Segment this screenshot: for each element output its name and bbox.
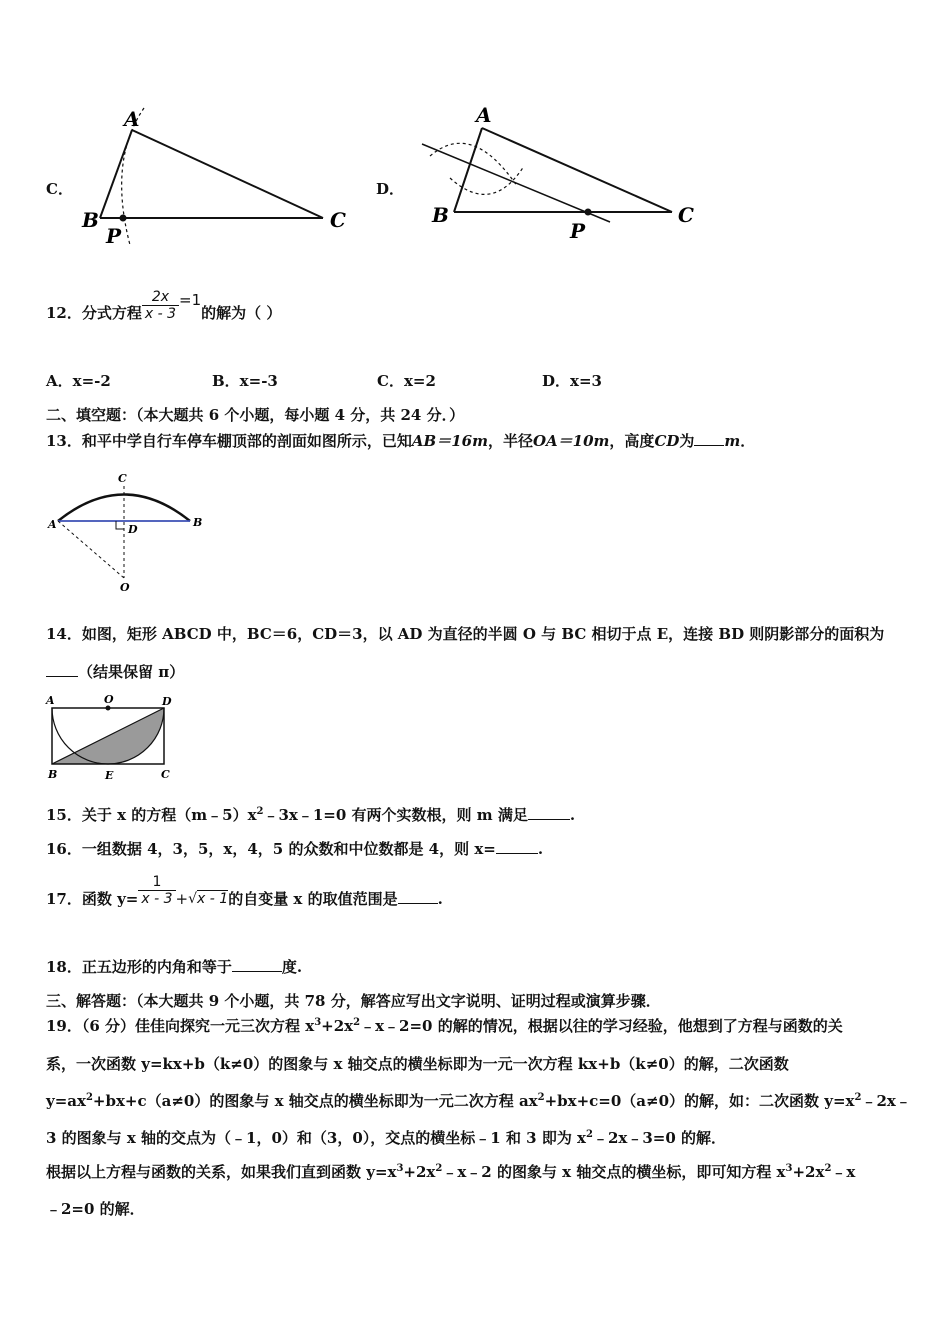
section2-title: 二、填空题：（本大题共 6 个小题，每小题 4 分，共 24 分．） (46, 406, 465, 424)
q11-figure-d (412, 100, 712, 250)
section3-title: 三、解答题：（本大题共 9 个小题，共 78 分，解答应写出文字说明、证明过程或演算步骤． (46, 992, 661, 1010)
q12-equals: =1 (179, 290, 202, 309)
q12-option-a: A．x=-2 (46, 372, 111, 390)
q14-figure (44, 692, 184, 784)
fig-c-label-p: P (106, 224, 122, 248)
q11-option-c-label: C． (46, 180, 73, 198)
q13-label-c: C (118, 472, 127, 485)
fig-d-label-c: C (678, 203, 694, 227)
q14-label-b: B (48, 768, 58, 781)
fig-c-label-c: C (330, 208, 346, 232)
q13-label-a: A (48, 518, 57, 531)
q13-figure (44, 470, 224, 600)
q17-sqrt: √x - 1 (188, 890, 229, 907)
q12-stem (46, 288, 281, 323)
q12-number: 12．分式方程 (46, 304, 142, 322)
q13-label-d: D (128, 523, 138, 536)
q14-label-o: O (104, 693, 114, 706)
q14-label-d: D (162, 695, 172, 708)
q15-stem: 15．关于 x 的方程$(m﹣5)x^2﹣3x﹣1=0$ 有两个实数根，则 m 满足 . (46, 806, 576, 824)
q19-line2: 系，一次函数 y=kx+b（k≠0）的图象与 x 轴交点的横坐标即为一元一次方程 kx+b（k≠0）的解，二次函数 (46, 1055, 789, 1073)
q18-stem: 18．正五边形的内角和等于 度. (46, 958, 303, 976)
q14-line2: （结果保留 π） (46, 661, 184, 682)
q11-figure-c (78, 100, 368, 250)
q13-stem: 13．和平中学自行车停车棚顶部的剖面如图所示，已知AB＝16m，半径OA＝10m，高度CD为 m． (46, 432, 756, 450)
fig-c-label-a: A (124, 107, 140, 131)
q19-line6: ﹣2=0 的解． (46, 1200, 145, 1218)
q16-answer-blank[interactable] (496, 839, 538, 854)
q18-answer-blank[interactable] (232, 957, 282, 972)
fig-d-label-b: B (432, 203, 449, 227)
q19-line1: 19．（6 分）佳佳向探究一元三次方程 $x^3+2x^2﹣x﹣2=0$ 的解的情况，根据以往的学习经验，他想到了方程与函数的关 (46, 1017, 843, 1035)
fig-d-label-a: A (476, 103, 492, 127)
q11-option-d-label: D． (376, 180, 405, 198)
q17-stem: 17．函数 y= $\frac{1}{x - 3}$ +√x - 1的自变量 x 的取值范围是 . (46, 874, 443, 908)
q13-label-o: O (120, 581, 130, 594)
q12-fraction: $\frac{2x}{x - 3}$ (142, 289, 179, 322)
fig-c-label-b: B (82, 208, 99, 232)
q14-line1: 14．如图，矩形 ABCD 中，BC＝6，CD＝3，以 AD 为直径的半圆 O 与 BC 相切于点 E，连接 BD 则阴影部分的面积为 (46, 625, 885, 643)
fig-d-label-p: P (570, 219, 586, 243)
q19-line3: $y=ax^2+bx+c(a\ne 0)$的图象与 x 轴交点的横坐标即为一元二次方程 $ax^2+bx+c=0(a\ne 0)$的解，如：二次函数 $y=x^2﹣2x﹣$ (46, 1092, 911, 1110)
q19-line4: 3 的图象与 x 轴的交点为（﹣1，0）和（3，0），交点的横坐标﹣1 和 3 即为 $x^2﹣2x﹣3=0$ 的解． (46, 1129, 727, 1147)
q12-option-b: B．x=-3 (212, 372, 278, 390)
q13-label-b: B (193, 516, 203, 529)
q19-line5: 根据以上方程与函数的关系，如果我们直到函数 $y=x^3+2x^2﹣x﹣2$ 的图象与 x 轴交点的横坐标，即可知方程 $x^3+2x^2﹣x$ (46, 1163, 856, 1181)
q16-stem: 16．一组数据 4，3，5，x，4，5 的众数和中位数都是 4，则 x= . (46, 840, 544, 858)
q14-label-e: E (105, 769, 114, 782)
q12-option-d: D．x=3 (542, 372, 602, 390)
q17-answer-blank[interactable] (398, 889, 438, 904)
q14-label-a: A (46, 694, 55, 707)
q12-option-c: C．x=2 (377, 372, 436, 390)
q15-answer-blank[interactable] (528, 805, 570, 820)
q12-tail: 的解为（ ） (201, 304, 282, 322)
q14-label-c: C (161, 768, 170, 781)
q14-answer-blank[interactable] (46, 662, 78, 677)
q13-answer-blank[interactable] (694, 431, 724, 446)
q17-fraction: $\frac{1}{x - 3}$ (138, 874, 175, 907)
